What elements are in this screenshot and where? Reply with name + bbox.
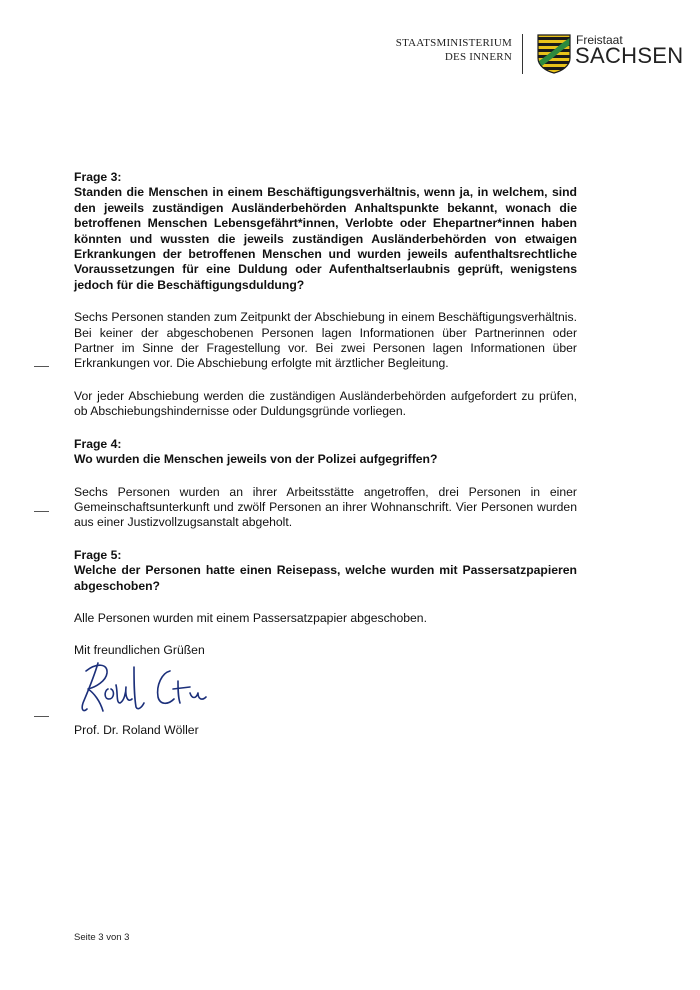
closing-greeting: Mit freundlichen Grüßen: [74, 643, 205, 658]
question-text: Standen die Menschen in einem Beschäftigungsverhältnis, wenn ja, in welchem, sind den jeweils zuständigen Ausländerbehörden Anhaltspunkte bekannt, wonach die betroffenen Menschen Lebensgefährt*innen, Verlobte oder Ehepartner*innen haben könnten und wussten die jeweils zuständigen Ausländerbehörden von etwaigen Erkrankungen der betroffenen Menschen und wurden jeweils aufenthaltsrechtliche Voraussetzungen für eine Duldung oder Aufenthaltserlaubnis geprüft, wenigstens jedoch für die Beschäftigungsduldung?: [74, 185, 577, 292]
state-label-top: Freistaat: [576, 33, 623, 47]
question-text: Welche der Personen hatte einen Reisepass, welche wurden mit Passersatzpapieren abgeschoben?: [74, 563, 577, 593]
state-label-main: SACHSEN: [575, 43, 684, 68]
header-divider: [522, 34, 523, 74]
answer-paragraph: Sechs Personen standen zum Zeitpunkt der Abschiebung in einem Beschäftigungsverhältnis. Bei keiner der abgeschobenen Personen lagen Informationen über Partnerinnen oder Partner im Sinne der Fragestellung vor. Bei zwei Personen lagen Informationen über Erkrankungen vor. Die Abschiebung erfolgte mit ärztlicher Begleitung.: [74, 310, 577, 371]
ministry-name: [380, 36, 512, 64]
section-question-5: [74, 548, 577, 627]
question-label: Frage 4:: [74, 436, 122, 451]
question-label: Frage 5:: [74, 547, 122, 562]
handwritten-signature: [74, 659, 224, 721]
answer-paragraph: Sechs Personen wurden an ihrer Arbeitsstätte angetroffen, drei Personen in einer Gemeinschaftsunterkunft und zwölf Personen an ihrer Wohnanschrift. Vier Personen wurden aus einer Justizvollzugsanstalt abgeholt.: [74, 484, 577, 530]
question-label: Frage 3:: [74, 170, 122, 184]
letter-body: [74, 170, 577, 738]
signer-name: Prof. Dr. Roland Wöller: [74, 722, 199, 737]
fold-mark: [34, 511, 49, 512]
ministry-line-1: STAATSMINISTERIUM: [395, 37, 512, 49]
answer-paragraph: Alle Personen wurden mit einem Passersatzpapier abgeschoben.: [74, 610, 427, 625]
fold-mark: [34, 366, 49, 367]
section-question-3: [74, 170, 577, 420]
fold-mark: [34, 716, 49, 717]
answer-paragraph: Vor jeder Abschiebung werden die zuständigen Ausländerbehörden aufgefordert zu prüfen, ob Abschiebungshindernisse oder Duldungsgründe vorliegen.: [74, 388, 577, 419]
ministry-line-2: DES INNERN: [444, 51, 512, 63]
saxony-coat-of-arms-icon: [537, 34, 571, 74]
section-question-4: [74, 437, 577, 531]
page-number: Seite 3 von 3: [74, 932, 130, 943]
question-text: Wo wurden die Menschen jeweils von der Polizei aufgegriffen?: [74, 452, 438, 467]
